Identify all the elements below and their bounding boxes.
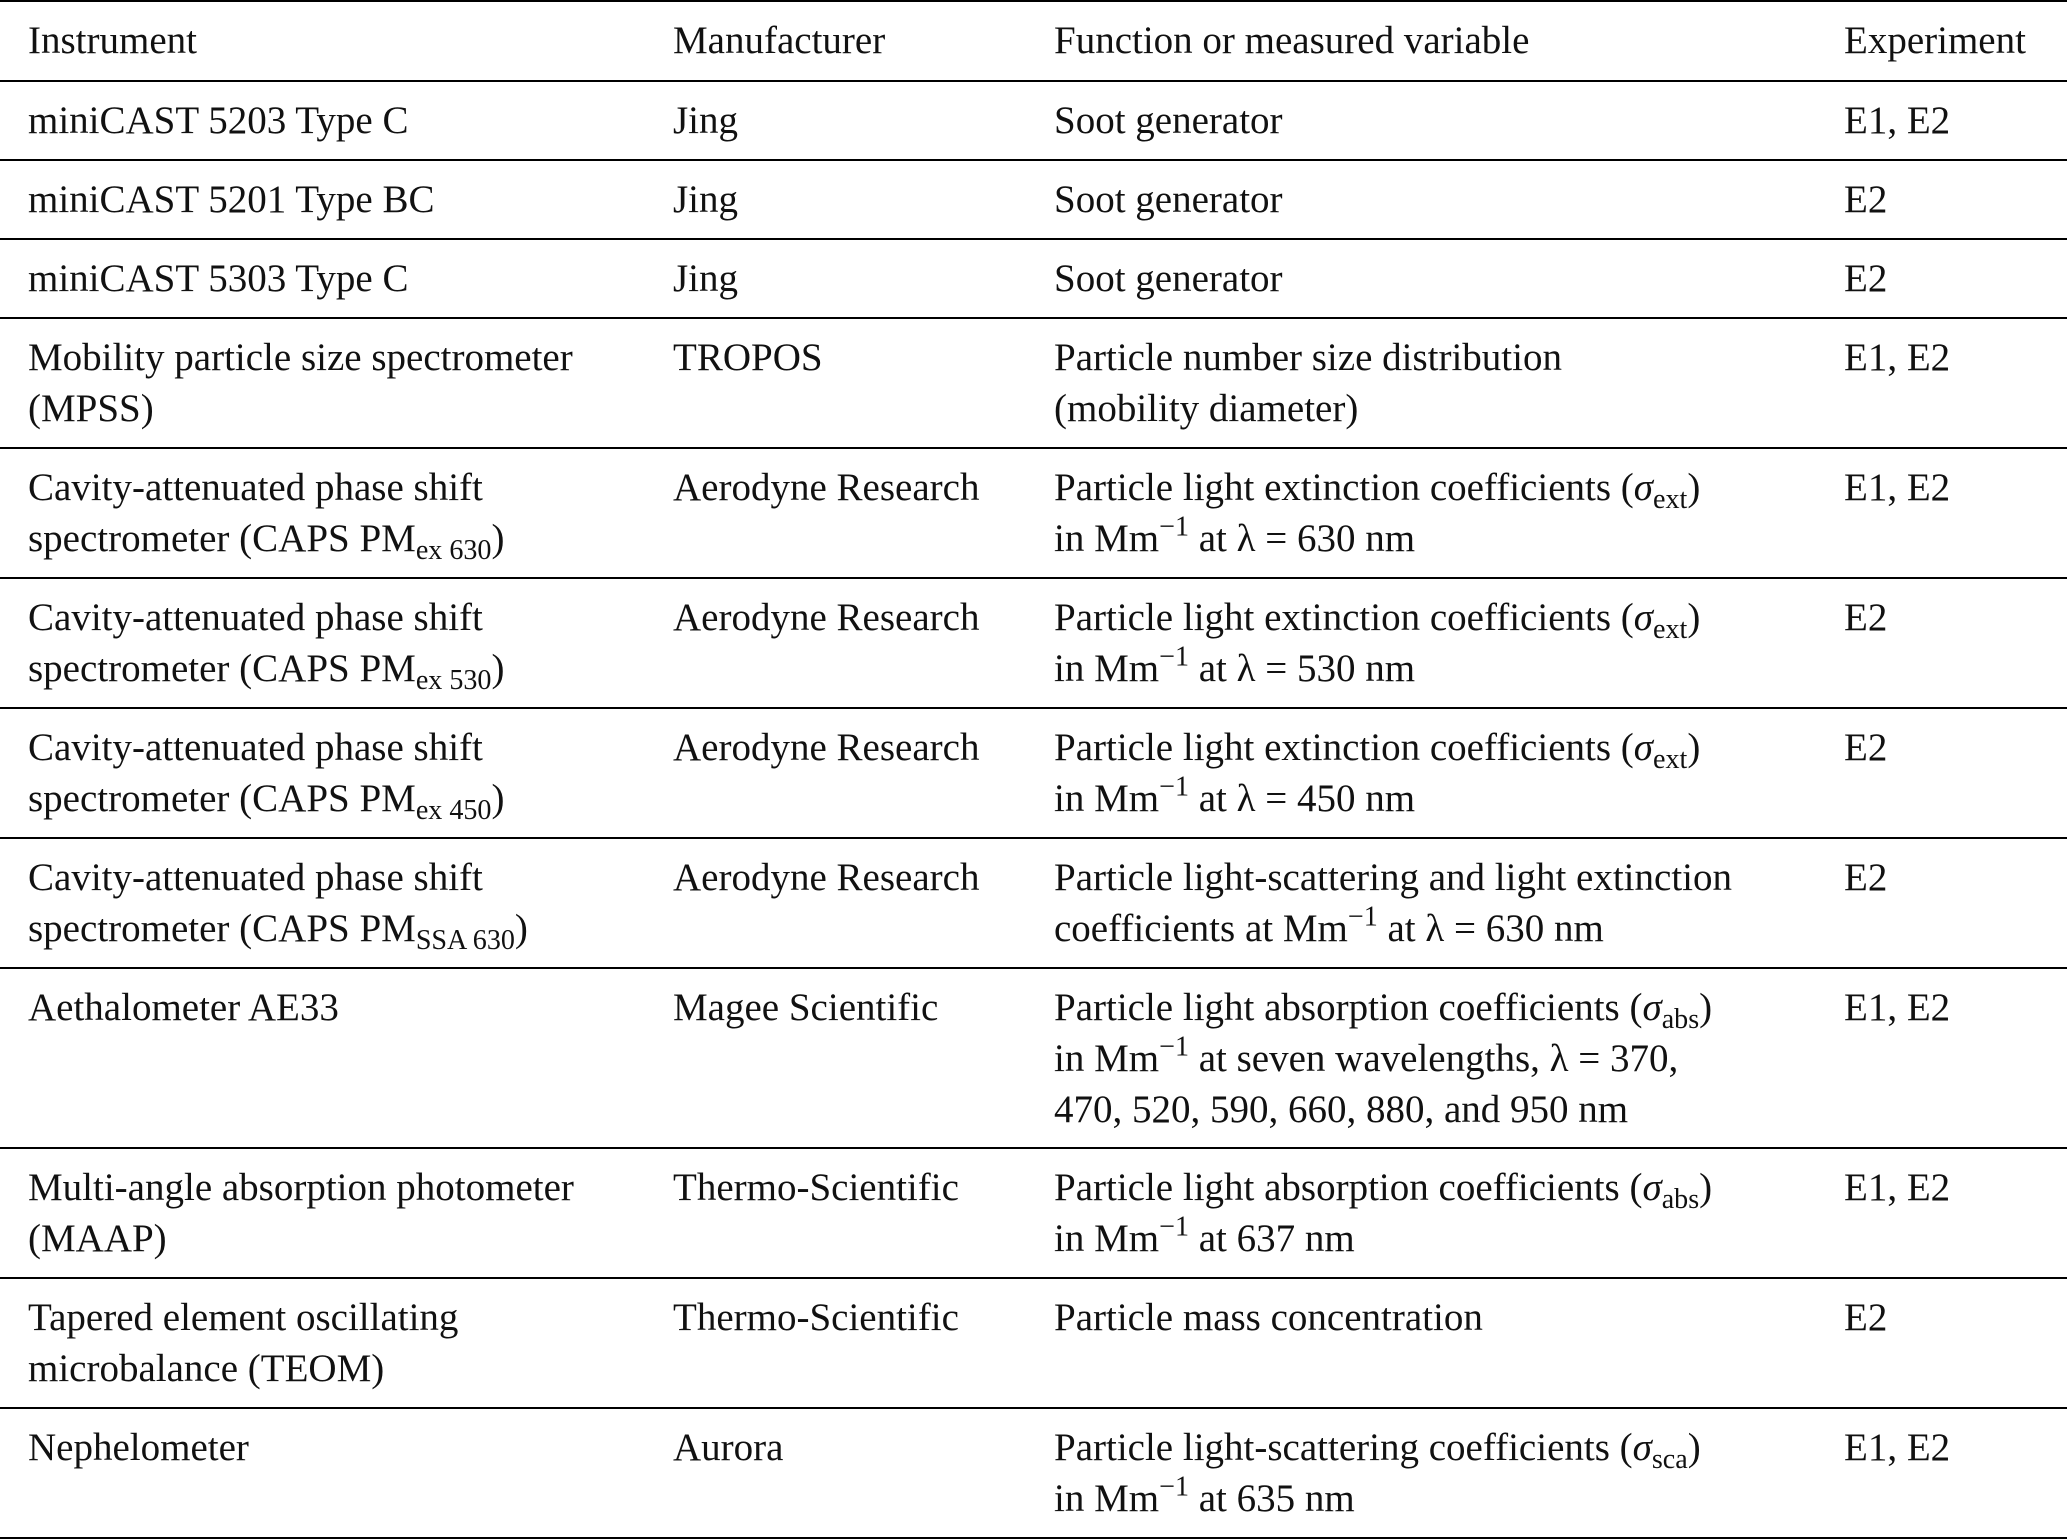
experiment-cell: E1, E2 <box>1844 336 1951 379</box>
instrument-cell <box>0 838 673 968</box>
function-line <box>1054 773 1844 824</box>
experiment-cell: E1, E2 <box>1844 1166 1951 1209</box>
table-row <box>0 1278 2067 1408</box>
experiment-cell: E2 <box>1844 257 1888 300</box>
function-line <box>1054 1033 1844 1084</box>
function-text: at 637 nm <box>1188 1217 1355 1260</box>
function-subscript: sca <box>1651 1443 1688 1475</box>
manufacturer-cell: TROPOS <box>673 336 823 379</box>
instrument-text-line2 <box>28 773 673 824</box>
instrument-text: miniCAST 5303 Type C <box>28 257 409 300</box>
function-cell <box>1054 81 1844 160</box>
experiment-cell: E1, E2 <box>1844 466 1951 509</box>
table-row <box>0 838 2067 968</box>
function-cell <box>1054 160 1844 239</box>
function-subscript: ext <box>1653 613 1688 645</box>
instrument-cell <box>0 578 673 708</box>
function-text: in Mm <box>1054 647 1160 690</box>
header-experiment: Experiment <box>1844 19 2026 62</box>
table-row <box>0 578 2067 708</box>
instrument-text: ) <box>491 517 505 560</box>
sigma-symbol: σ <box>1633 726 1653 769</box>
manufacturer-cell: Thermo-Scientific <box>673 1166 959 1209</box>
function-text: ) <box>1699 986 1713 1029</box>
manufacturer-cell: Aerodyne Research <box>673 466 980 509</box>
table-row <box>0 1148 2067 1278</box>
function-text: Particle light absorption coefficients ( <box>1054 986 1643 1029</box>
function-text: 470, 520, 590, 660, 880, and 950 nm <box>1054 1088 1629 1131</box>
function-line <box>1054 1213 1844 1264</box>
header-manufacturer: Manufacturer <box>673 19 886 62</box>
table-row <box>0 81 2067 160</box>
function-cell <box>1054 1148 1844 1278</box>
table-row <box>0 448 2067 578</box>
instrument-text: spectrometer (CAPS PM <box>28 647 416 690</box>
function-cell <box>1054 318 1844 448</box>
function-text: (mobility diameter) <box>1054 387 1359 430</box>
function-subscript: abs <box>1661 1003 1700 1035</box>
instrument-text: miniCAST 5203 Type C <box>28 99 409 142</box>
instrument-text: spectrometer (CAPS PM <box>28 517 416 560</box>
instrument-subscript: ex 530 <box>415 664 492 696</box>
function-subscript: ext <box>1653 483 1688 515</box>
function-text: Soot generator <box>1054 178 1283 221</box>
manufacturer-cell: Jing <box>673 257 739 300</box>
function-text: in Mm <box>1054 777 1160 820</box>
manufacturer-cell: Aurora <box>673 1426 784 1469</box>
function-text: at λ = 530 nm <box>1188 647 1416 690</box>
function-text: at 635 nm <box>1188 1477 1355 1520</box>
instrument-cell <box>0 1278 673 1408</box>
table-row <box>0 968 2067 1148</box>
function-text: Soot generator <box>1054 257 1283 300</box>
instrument-subscript: SSA 630 <box>415 924 515 956</box>
function-text: at λ = 630 nm <box>1377 907 1604 950</box>
function-text: ) <box>1687 1426 1701 1469</box>
table-row <box>0 239 2067 318</box>
instrument-text: microbalance (TEOM) <box>28 1347 385 1390</box>
function-cell <box>1054 578 1844 708</box>
function-text: Particle light-scattering coefficients ( <box>1054 1426 1633 1469</box>
function-text: Soot generator <box>1054 99 1283 142</box>
instrument-subscript: ex 450 <box>415 794 492 826</box>
function-line <box>1054 722 1844 773</box>
instrument-text: Cavity-attenuated phase shift <box>28 856 483 899</box>
function-cell <box>1054 1408 1844 1538</box>
function-text: Particle light extinction coefficients ( <box>1054 466 1634 509</box>
instrument-text: Aethalometer AE33 <box>28 986 339 1029</box>
table-row <box>0 318 2067 448</box>
function-text: Particle light-scattering and light extinction <box>1054 856 1732 899</box>
experiment-cell: E2 <box>1844 856 1888 899</box>
instrument-text: ) <box>491 777 505 820</box>
function-line <box>1054 982 1844 1033</box>
instrument-cell <box>0 968 673 1148</box>
table-row <box>0 1408 2067 1538</box>
function-text: at seven wavelengths, λ = 370, <box>1188 1037 1679 1080</box>
header-function: Function or measured variable <box>1054 19 1530 62</box>
function-line <box>1054 592 1844 643</box>
function-cell <box>1054 708 1844 838</box>
header-row <box>0 1 2067 81</box>
instrument-text: (MPSS) <box>28 387 154 430</box>
experiment-cell: E1, E2 <box>1844 99 1951 142</box>
function-text: in Mm <box>1054 1217 1160 1260</box>
instrument-text: Cavity-attenuated phase shift <box>28 726 483 769</box>
sigma-symbol: σ <box>1642 986 1662 1029</box>
instrument-text: spectrometer (CAPS PM <box>28 777 416 820</box>
function-superscript: −1 <box>1159 771 1189 803</box>
instrument-text-line2 <box>28 903 673 954</box>
instrument-text: spectrometer (CAPS PM <box>28 907 416 950</box>
function-superscript: −1 <box>1347 901 1378 933</box>
instrument-cell <box>0 1148 673 1278</box>
experiment-cell: E1, E2 <box>1844 986 1951 1029</box>
function-cell <box>1054 239 1844 318</box>
table-body <box>0 81 2067 1538</box>
instrument-text: miniCAST 5201 Type BC <box>28 178 435 221</box>
sigma-symbol: σ <box>1642 1166 1662 1209</box>
sigma-symbol: σ <box>1632 1426 1652 1469</box>
experiment-cell: E1, E2 <box>1844 1426 1951 1469</box>
sigma-symbol: σ <box>1633 466 1653 509</box>
instrument-text-line2 <box>28 643 673 694</box>
function-line <box>1054 903 1844 954</box>
sigma-symbol: σ <box>1633 596 1653 639</box>
instrument-cell <box>0 1408 673 1538</box>
instrument-text: Mobility particle size spectrometer <box>28 336 573 379</box>
function-text: in Mm <box>1054 517 1160 560</box>
instrument-cell <box>0 160 673 239</box>
instrument-cell <box>0 448 673 578</box>
function-text: at λ = 450 nm <box>1188 777 1416 820</box>
instrument-text: ) <box>514 907 528 950</box>
experiment-cell: E2 <box>1844 1296 1888 1339</box>
function-cell <box>1054 838 1844 968</box>
manufacturer-cell: Aerodyne Research <box>673 726 980 769</box>
manufacturer-cell: Jing <box>673 99 739 142</box>
instrument-text: Multi-angle absorption photometer <box>28 1166 574 1209</box>
table-header <box>0 1 2067 81</box>
function-line <box>1054 1473 1844 1524</box>
function-cell <box>1054 968 1844 1148</box>
experiment-cell: E2 <box>1844 178 1888 221</box>
instrument-text-line2 <box>28 513 673 564</box>
instrument-cell <box>0 708 673 838</box>
instrument-text: (MAAP) <box>28 1217 167 1260</box>
function-superscript: −1 <box>1159 1211 1189 1243</box>
manufacturer-cell: Aerodyne Research <box>673 596 980 639</box>
function-text: ) <box>1687 596 1701 639</box>
function-text: at λ = 630 nm <box>1188 517 1416 560</box>
manufacturer-cell: Thermo-Scientific <box>673 1296 959 1339</box>
table-row <box>0 708 2067 838</box>
function-superscript: −1 <box>1159 1471 1189 1503</box>
instrument-cell <box>0 81 673 160</box>
experiment-cell: E2 <box>1844 726 1888 769</box>
instrument-subscript: ex 630 <box>415 534 492 566</box>
function-line <box>1054 513 1844 564</box>
function-line <box>1054 1422 1844 1473</box>
function-subscript: ext <box>1653 743 1688 775</box>
instrument-text: Nephelometer <box>28 1426 249 1469</box>
experiment-cell: E2 <box>1844 596 1888 639</box>
function-text: ) <box>1687 466 1701 509</box>
manufacturer-cell: Aerodyne Research <box>673 856 980 899</box>
function-superscript: −1 <box>1159 1031 1189 1063</box>
instrument-cell <box>0 318 673 448</box>
function-line <box>1054 462 1844 513</box>
function-text: Particle mass concentration <box>1054 1296 1483 1339</box>
function-text: in Mm <box>1054 1477 1160 1520</box>
manufacturer-cell: Jing <box>673 178 739 221</box>
function-superscript: −1 <box>1159 641 1189 673</box>
function-cell <box>1054 1278 1844 1408</box>
instrument-text: ) <box>491 647 505 690</box>
function-text: ) <box>1699 1166 1713 1209</box>
instrument-text: Cavity-attenuated phase shift <box>28 466 483 509</box>
function-text: Particle number size distribution <box>1054 336 1562 379</box>
function-subscript: abs <box>1661 1183 1700 1215</box>
instrument-text: Tapered element oscillating <box>28 1296 459 1339</box>
function-text: in Mm <box>1054 1037 1160 1080</box>
function-text: ) <box>1687 726 1701 769</box>
function-text: Particle light extinction coefficients ( <box>1054 726 1634 769</box>
function-cell <box>1054 448 1844 578</box>
table-row <box>0 160 2067 239</box>
function-text: coefficients at Mm <box>1054 907 1348 950</box>
instrument-cell <box>0 239 673 318</box>
function-text: Particle light absorption coefficients ( <box>1054 1166 1643 1209</box>
function-line <box>1054 643 1844 694</box>
function-line <box>1054 1162 1844 1213</box>
function-superscript: −1 <box>1159 511 1189 543</box>
header-instrument: Instrument <box>28 19 197 62</box>
instrument-text: Cavity-attenuated phase shift <box>28 596 483 639</box>
manufacturer-cell: Magee Scientific <box>673 986 939 1029</box>
function-text: Particle light extinction coefficients ( <box>1054 596 1634 639</box>
